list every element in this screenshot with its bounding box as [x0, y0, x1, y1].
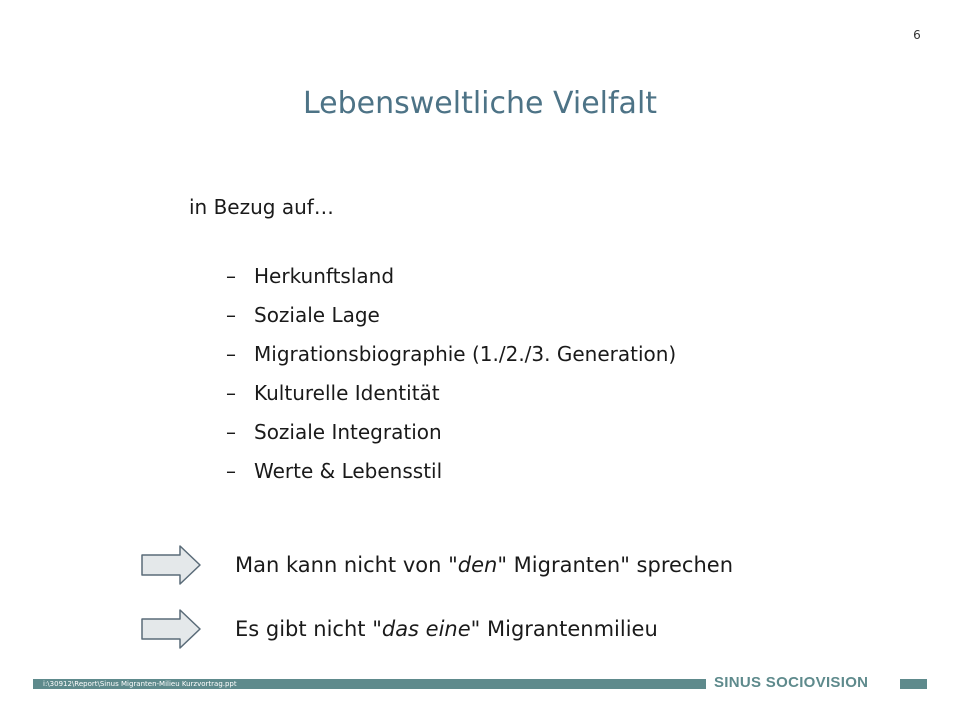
footer-bar-end [900, 679, 927, 689]
list-item [226, 412, 676, 451]
right-arrow-icon [140, 544, 202, 586]
statement-text-before: Es gibt nicht " [235, 617, 382, 641]
list-item [226, 451, 676, 490]
bullet-text: Migrationsbiographie (1./2./3. Generation) [254, 341, 677, 366]
list-item [226, 334, 676, 373]
page-number: 6 [913, 28, 921, 42]
bullet-list [226, 256, 676, 490]
list-item [226, 256, 676, 295]
bullet-dash: – [226, 302, 236, 327]
bullet-dash: – [226, 341, 236, 366]
statement-emphasis: den [457, 553, 498, 577]
bullet-text: Soziale Lage [254, 302, 380, 327]
footer-file-path: i:\30912\Report\Sinus Migranten-Milieu Kurzvortrag.ppt [43, 680, 237, 688]
statement-text-before: Man kann nicht von " [235, 553, 458, 577]
slide-title: Lebensweltliche Vielfalt [302, 86, 658, 121]
right-arrow-icon [140, 608, 202, 650]
statement-text-after: " Migrantenmilieu [470, 617, 658, 641]
bullet-text: Soziale Integration [254, 419, 442, 444]
bullet-text: Werte & Lebensstil [254, 458, 443, 483]
statement-row [140, 544, 733, 586]
statement-emphasis: das eine [381, 617, 471, 641]
bullet-text: Kulturelle Identität [254, 380, 440, 405]
statement-row [140, 608, 658, 650]
bullet-dash: – [226, 458, 236, 483]
bullet-text: Herkunftsland [254, 263, 395, 288]
statement-text [235, 617, 658, 641]
bullet-dash: – [226, 380, 236, 405]
bullet-dash: – [226, 263, 236, 288]
statement-text [235, 553, 733, 577]
list-item [226, 295, 676, 334]
list-item [226, 373, 676, 412]
brand-logo: SINUS SOCIOVISION [714, 674, 869, 691]
bullet-dash: – [226, 419, 236, 444]
intro-text: in Bezug auf… [189, 195, 334, 219]
statement-text-after: " Migranten" sprechen [497, 553, 734, 577]
